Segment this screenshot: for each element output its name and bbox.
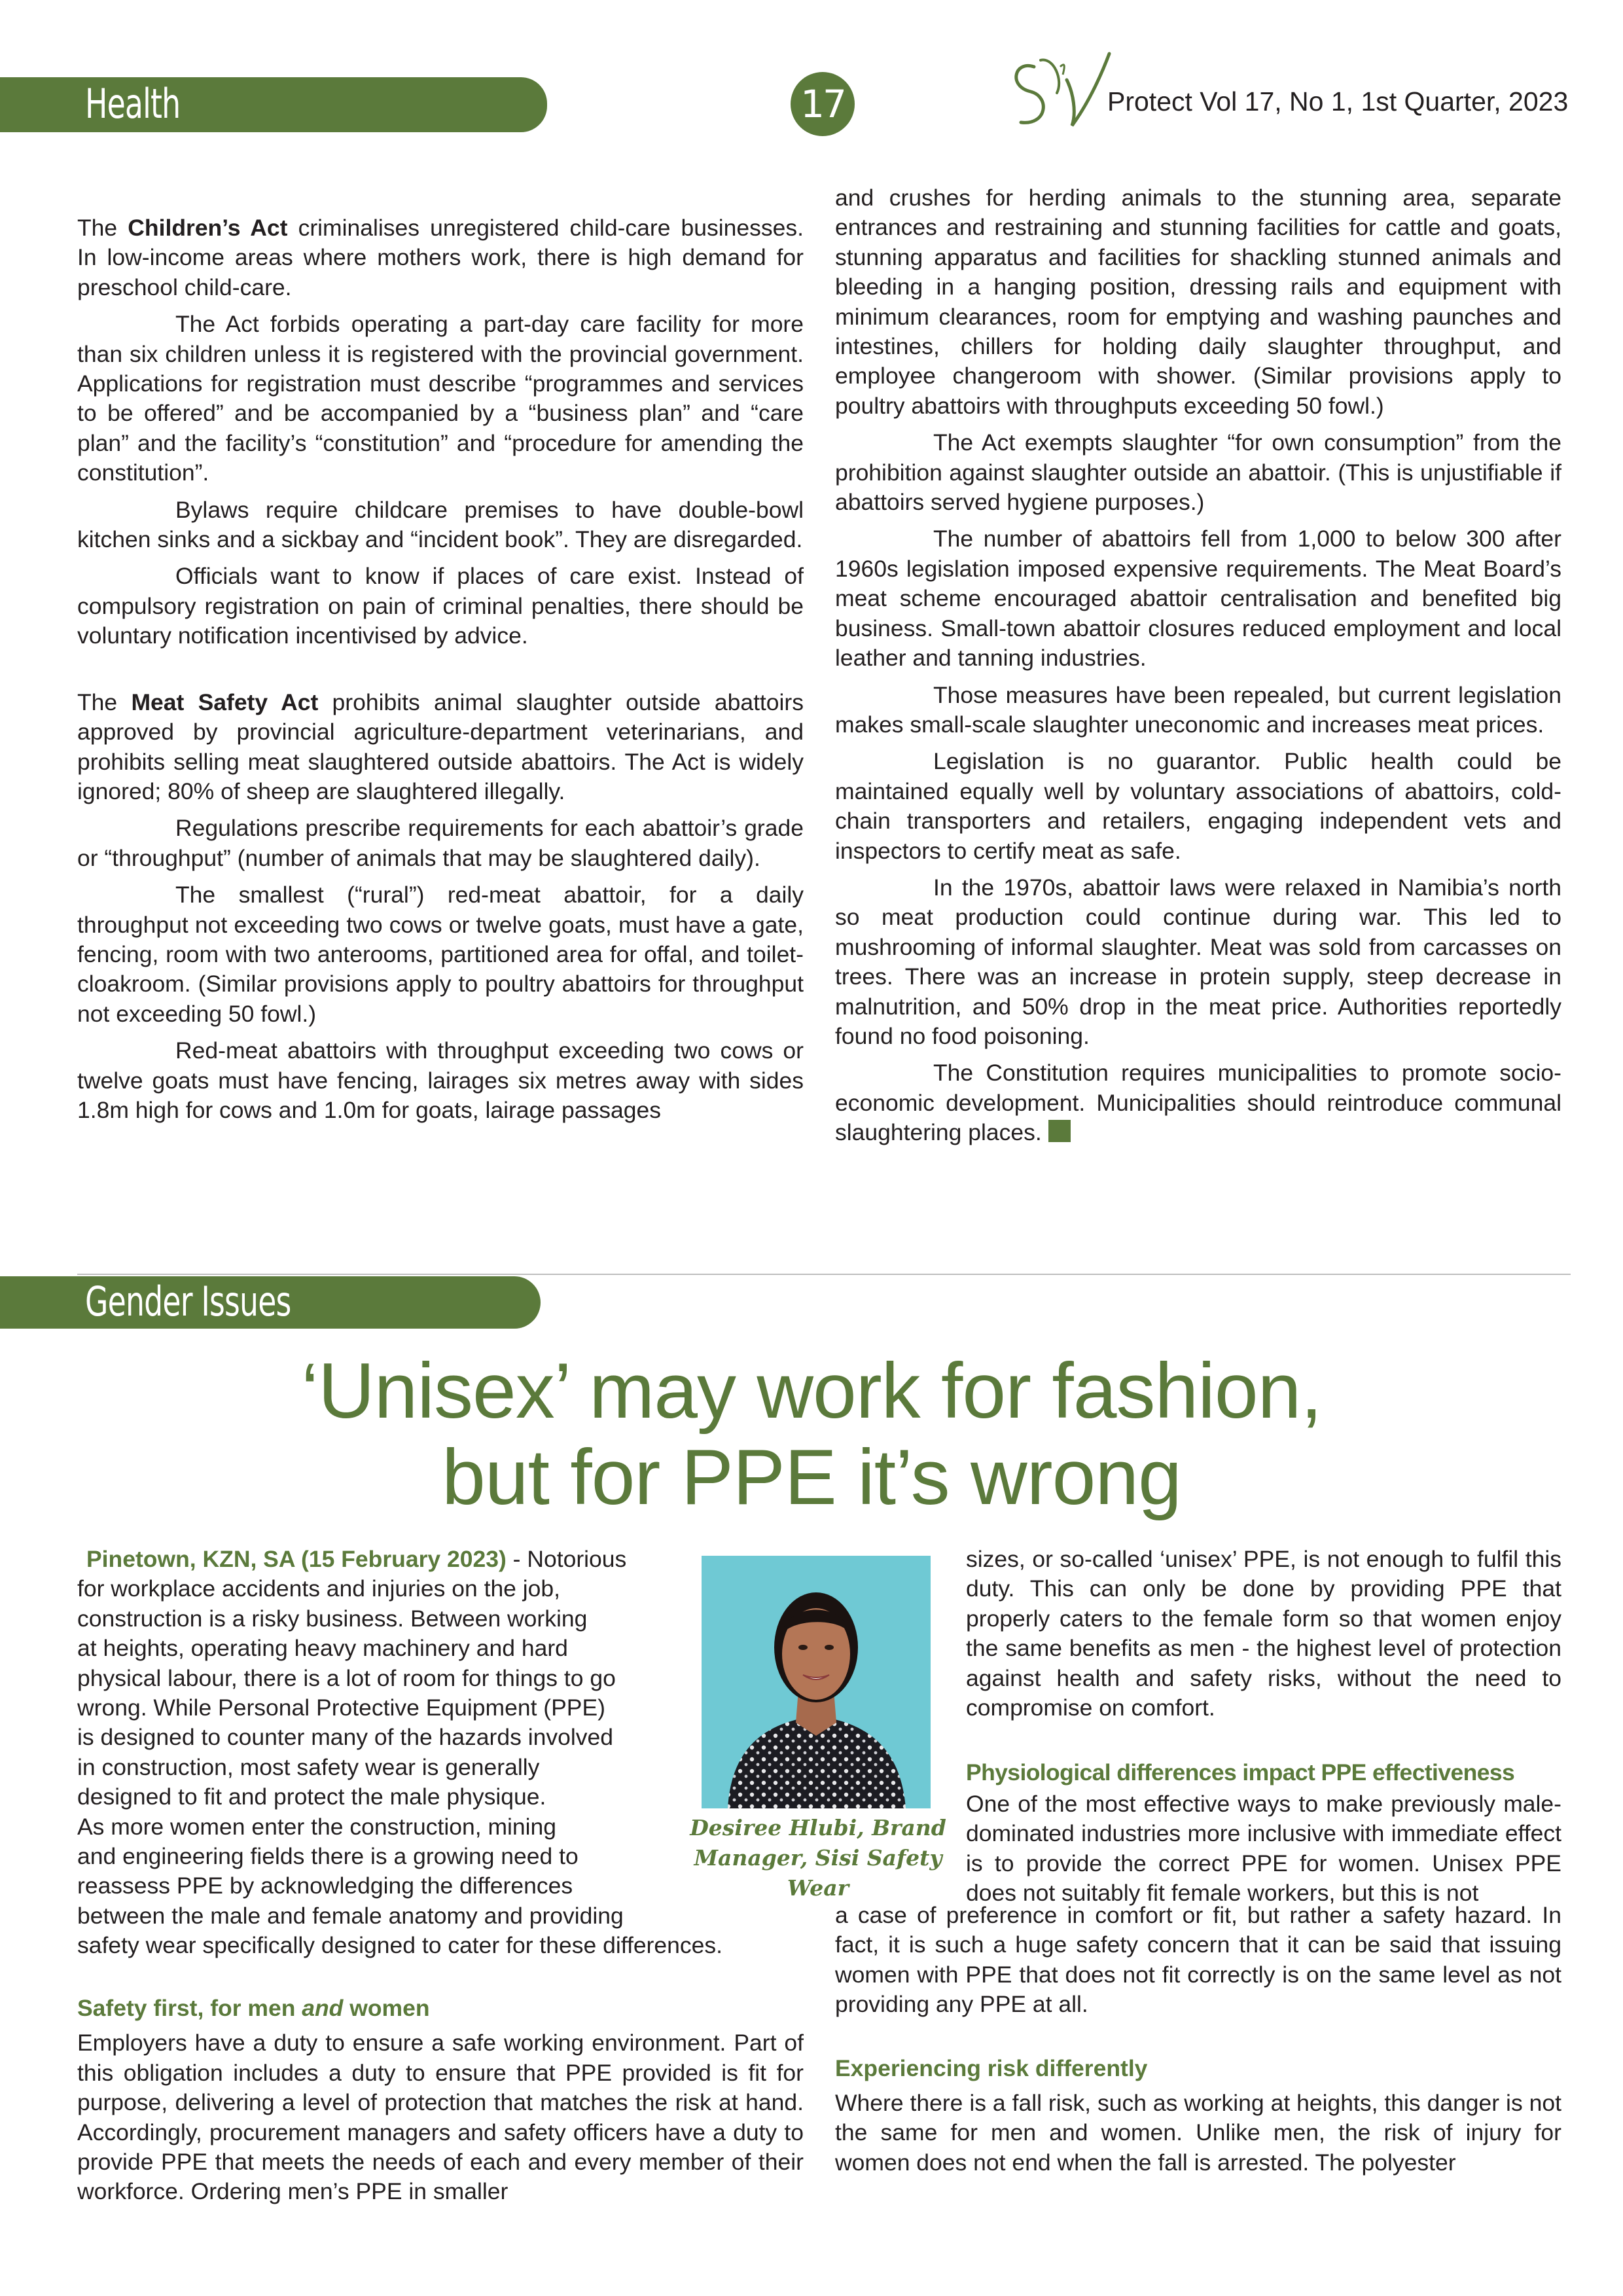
- subheading-experiencing-risk: Experiencing risk differently: [835, 2054, 1148, 2081]
- paragraph: The Act exempts slaughter “for own consumption” from the prohibition against slaughter outside an abattoir. (This is unjustifiable if abattoirs served hygiene purposes.): [835, 429, 1561, 516]
- paragraph: The number of abattoirs fell from 1,000 to below 300 after 1960s legislation imposed expensive requirements. The Meat Board’s meat scheme encouraged abattoir centralisation and benefited big business. Small-town abattoir closures reduced employment and local leather and tanning industries.: [835, 526, 1561, 672]
- subheading-safety-first: Safety first, for men and women: [77, 1995, 430, 2021]
- intro-line: for workplace accidents and injuries on the job,: [77, 1575, 561, 1602]
- caption-line: Manager, Sisi Safety Wear: [694, 1845, 942, 1901]
- paragraph: Red-meat abattoirs with throughput exceeding two cows or twelve goats must have fencing, lairages six metres away with sides 1.8m high for cows and 1.0m for goats, lairage passages: [77, 1037, 804, 1123]
- paragraph: The Constitution requires municipalities to promote socio-economic development. Municipalities should reintroduce communal slaughtering places.: [835, 1060, 1561, 1146]
- paragraph: sizes, or so-called ‘unisex’ PPE, is not enough to fulfil this duty. This can only be done by providing PPE that properly caters to the female form so that women enjoy the same benefits as men - the highest level of protection against health and safety risks, without the need to compromise on comfort.: [966, 1546, 1561, 1721]
- health-column-1: [77, 213, 804, 1125]
- section-tab-health: [0, 77, 547, 132]
- intro-line: reassess PPE by acknowledging the differences: [77, 1873, 573, 1899]
- paragraph: Employers have a duty to ensure a safe working environment. Part of this obligation includes a duty to ensure that PPE provided is fit for purpose, delivering a level of protection that matches the risk at hand. Accordingly, procurement managers and safety officers have a duty to provide PPE that meets the needs of each and every member of their workforce. Ordering men’s PPE in smaller: [77, 2030, 804, 2205]
- gender-column-1: [77, 1994, 804, 2207]
- photo-caption: [668, 1813, 969, 1903]
- section-label: Health: [85, 80, 181, 128]
- section-tab-gender-issues: [0, 1276, 541, 1329]
- dateline: Pinetown, KZN, SA (15 February 2023): [86, 1546, 507, 1572]
- publication-info: Protect Vol 17, No 1, 1st Quarter, 2023: [1107, 86, 1569, 117]
- intro-line: between the male and female anatomy and providing: [77, 1902, 624, 1929]
- intro-line: physical labour, there is a lot of room for things to go: [77, 1664, 616, 1691]
- paragraph: In the 1970s, abattoir laws were relaxed in Namibia’s north so meat production could continue during war. This led to mushrooming of informal slaughter. Meat was sold from carcasses on trees. There was an increase in protein supply, steep decrease in malnutrition, and 50% drop in the meat price. Authorities reportedly found no food poisoning.: [835, 874, 1561, 1049]
- intro-line: is designed to counter many of the hazards involved: [77, 1724, 613, 1751]
- paragraph: The Meat Safety Act prohibits animal slaughter outside abattoirs approved by provincial agriculture-department veterinarians, and prohibits selling meat slaughtered outside abattoirs. The Act is widely ignored; 80% of sheep are slaughtered illegally.: [77, 689, 804, 804]
- page-number: 17: [800, 82, 845, 126]
- paragraph: Bylaws require childcare premises to have double-bowl kitchen sinks and a sickbay and “incident book”. They are disregarded.: [77, 496, 804, 553]
- act-name: Meat Safety Act: [131, 689, 319, 715]
- page-number-badge: [791, 72, 855, 136]
- subheading-physiological-differences: Physiological differences impact PPE effectiveness: [966, 1759, 1515, 1786]
- intro-line: safety wear specifically designed to cater for these differences.: [77, 1932, 722, 1959]
- end-of-article-mark: [1048, 1120, 1071, 1142]
- portrait-illustration: [702, 1556, 931, 1808]
- gender-column-2-wide: [835, 1901, 1561, 2178]
- paragraph: Legislation is no guarantor. Public health could be maintained equally well by voluntary associations of abattoirs, cold-chain transporters and retailers, engaging independent vets and inspectors to certify meat as safe.: [835, 748, 1561, 864]
- paragraph: The smallest (“rural”) red-meat abattoir, for a daily throughput not exceeding two cows or twelve goats, must have a gate, fencing, room with two anterooms, partitioned area for offal, and toilet-cloakroom. (Similar provisions apply to poultry abattoirs for throughput not exceeding 50 fowl.): [77, 882, 804, 1027]
- paragraph: The Children’s Act criminalises unregistered child-care businesses. In low-income areas where mothers work, there is high demand for preschool child-care.: [77, 215, 804, 300]
- intro-line: at heights, operating heavy machinery and hard: [77, 1635, 568, 1662]
- headline-line-2: but for PPE it’s wrong: [442, 1433, 1181, 1521]
- paragraph: Those measures have been repealed, but current legislation makes small-scale slaughter uneconomic and increases meat prices.: [835, 681, 1561, 738]
- health-column-2: [835, 183, 1561, 1148]
- headline-line-1: ‘Unisex’ may work for fashion,: [301, 1347, 1322, 1435]
- paragraph: The Act forbids operating a part-day care facility for more than six children unless it is registered with the provincial government. Applications for registration must describe “programmes and services to be offered” and be accompanied by a “business plan” and “care plan” and the facility’s “constitution” and “procedure for amending the constitution”.: [77, 311, 804, 486]
- gender-column-2-narrow: [966, 1545, 1561, 1908]
- intro-line: designed to fit and protect the male physique.: [77, 1784, 546, 1810]
- section-divider: [77, 1274, 1571, 1275]
- portrait-photo: [702, 1556, 931, 1808]
- paragraph: a case of preference in comfort or fit, but rather a safety hazard. In fact, it is such a huge safety concern that it can be said that issuing women with PPE that does not fit correctly is on the same level as not providing any PPE at all.: [835, 1902, 1561, 2018]
- publication-logo: [995, 41, 1119, 152]
- section-label: Gender Issues: [85, 1278, 291, 1325]
- caption-line: Desiree Hlubi, Brand: [690, 1815, 946, 1840]
- paragraph: Where there is a fall risk, such as working at heights, this danger is not the same for men and women. Unlike men, the risk of injury for women does not end when the fall is arrested. The polyester: [835, 2090, 1561, 2176]
- paragraph: and crushes for herding animals to the stunning area, separate entrances and restraining and stunning facilities for cattle and goats, stunning apparatus and facilities for shackling stunned animals and bleeding in a hanging position, dressing rails and equipment with minimum clearances, room for emptying and washing paunches and intestines, chillers for holding daily slaughter throughput, and employee changeroom with shower. (Similar provisions apply to poultry abattoirs with throughputs exceeding 50 fowl.): [835, 185, 1561, 419]
- paragraph: Officials want to know if places of care exist. Instead of compulsory registration on pain of criminal penalties, there should be voluntary notification incentivised by advice.: [77, 563, 804, 649]
- paragraph: Regulations prescribe requirements for each abattoir’s grade or “throughput” (number of animals that may be slaughtered daily).: [77, 815, 804, 871]
- intro-line: construction is a risky business. Between working: [77, 1605, 588, 1632]
- paragraph: One of the most effective ways to make previously male-dominated industries more inclusive with immediate effect is to provide the correct PPE for women. Unisex PPE does not suitably fit female workers, but this is not: [966, 1790, 1561, 1907]
- intro-line: in construction, most safety wear is generally: [77, 1753, 540, 1780]
- act-name: Children’s Act: [128, 215, 288, 241]
- intro-line: Pinetown, KZN, SA (15 February 2023) - Notorious: [86, 1546, 627, 1572]
- intro-line: wrong. While Personal Protective Equipment (PPE): [77, 1695, 605, 1721]
- logo-script-mark: [995, 41, 1119, 152]
- intro-line: As more women enter the construction, mining: [77, 1813, 557, 1840]
- intro-line: and engineering fields there is a growing need to: [77, 1843, 579, 1870]
